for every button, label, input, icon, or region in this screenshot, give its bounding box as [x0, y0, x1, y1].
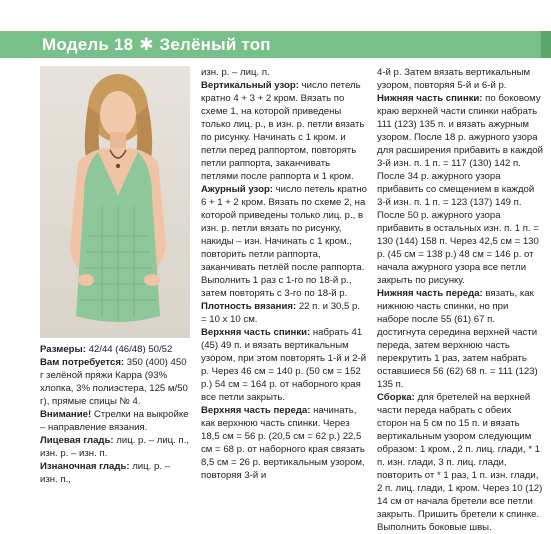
- lowfront-line: [377, 287, 543, 391]
- need-line: [40, 356, 190, 408]
- front-text: начинать, как верхнюю часть спинки. Через 18,5 см = 56 р. (20,5 см = 62 р.) 22,5 см = 68 р. от наборного края связать 8,5 см = 26 р. вертикальным узором, повторяя 3-й и: [201, 405, 365, 481]
- assembly-text: для бретелей на верхней части переда набрать с обеих сторон на 5 см по 15 п. и вязать вертикальным узором следующим образом: 1 кром., 2 п. лиц. глади, * 1 п. изн. глади, 3 п. лиц. глади, повторить от * 1 раз, 1 п. изн. глади, 2 п. лиц. глади, 1 кром. Через 10 (12) 14 см от начала бретели все петли закрыть. Пришить бретели к спинке. Выполнить боковые швы.: [377, 392, 543, 533]
- lace-label: Ажурный узор:: [201, 184, 274, 195]
- back-label: Верхняя часть спинки:: [201, 327, 311, 338]
- right-column: [377, 66, 543, 534]
- purl-label: Изнаночная гладь:: [40, 461, 130, 472]
- vert-text: число петель кратно 4 + 3 + 2 кром. Вязать по схеме 1, на которой приведены только лиц. р., в изн. р. петли вязать по рисунку. Начинать с 1 кром. и петли перед раппортом, повторять петли раппорта, заканчивать петлями после раппорта и 1 кром.: [201, 80, 365, 182]
- need-text: 350 (400) 450 г зелёной пряжи Карра (93% хлопка, 3% полиэстера, 125 м/50 г), прямые спицы № 4.: [40, 357, 188, 407]
- header-title: Зелёный топ: [159, 34, 271, 54]
- asterisk-icon: ✱: [139, 34, 154, 54]
- face-text: лиц. р. – лиц. п., изн. р. – изн. п.: [40, 435, 190, 459]
- sizes-line: [40, 343, 190, 356]
- vert-label: Вертикальный узор:: [201, 80, 299, 91]
- middle-column: [201, 66, 367, 482]
- back-line: [201, 326, 367, 404]
- need-label: Вам потребуется:: [40, 357, 125, 368]
- front-continued: 4-й р. Затем вязать вертикальным узором, повторяя 5-й и 6-й р.: [377, 67, 531, 91]
- sizes-label: Размеры:: [40, 344, 86, 355]
- lowback-label: Нижняя часть спинки:: [377, 93, 483, 104]
- lowfront-text: вязать, как нижнюю часть спинки, но при наборе после 55 (61) 67 п. достигнута середина верхней части переда, затем верхнюю часть перекрутить 1 раз, затем набрать оставшиеся 56 (62) 68 п. = 111 (123) 135 п.: [377, 288, 538, 390]
- page-header: [0, 31, 551, 58]
- purl-continued: изн. р. – лиц. п.: [201, 67, 270, 78]
- header-stripe: [541, 31, 551, 58]
- model-photo: [40, 66, 190, 338]
- lowfront-label: Нижняя часть переда:: [377, 288, 483, 299]
- face-label: Лицевая гладь:: [40, 435, 114, 446]
- left-column: [40, 343, 190, 486]
- lowback-line: [377, 92, 543, 287]
- back-text: набрать 41 (45) 49 п. и вязать вертикальным узором, при этом повторять 1-й и 2-й р. Через 46 см = 140 р. (50 см = 152 р.) 54 см = 164 р. от наборного края все петли закрыть.: [201, 327, 367, 403]
- header-model: Модель 18: [42, 34, 134, 54]
- density-label: Плотность вязания:: [201, 301, 297, 312]
- attention-label: Внимание!: [40, 409, 92, 420]
- face-line: [40, 434, 190, 460]
- attention-text: Стрелки на выкройке – направление вязания.: [40, 409, 189, 433]
- assembly-label: Сборка:: [377, 392, 415, 403]
- attention-line: [40, 408, 190, 434]
- lowback-text: по боковому краю верхней части спинки набрать 111 (123) 135 п. и вязать ажурным узором. После 18 р. ажурного узора для расширения прибавить в каждой 3-й изн. п. 1 п. = 117 (130) 142 п. После 34 р. ажурного узора прибавить со смещением в каждой 3-й изн. п. 1 п. = 123 (137) 149 п. После 50 р. ажурного узора прибавить в остальных изн. п. 1 п. = 130 (144) 158 п. Через 42,5 см = 130 р. (45 см = 138 р.) 48 см = 146 р. от начала ажурного узора все петли закрыть по рисунку.: [377, 93, 543, 286]
- purl-line: [40, 460, 190, 486]
- sizes-text: 42/44 (46/48) 50/52: [85, 344, 173, 355]
- vert-line: [201, 79, 367, 183]
- purl-text: лиц. р. – изн. п.,: [40, 461, 170, 485]
- lace-text: число петель кратно 6 + 1 + 2 кром. Вязать по схеме 2, на которой приведены только лиц. р., в изн. р. петли вязать по рисунку, накиды – изн. Начинать с 1 кром., повторить петли раппорта, заканчивать петлёй после раппорта. Выполнить 1 раз с 1-го по 18-й р., затем повторять с 3-го по 18-й р.: [201, 184, 368, 299]
- assembly-line: [377, 391, 543, 534]
- front-label: Верхняя часть переда:: [201, 405, 311, 416]
- density-text: 22 п. и 30,5 р. = 10 х 10 см.: [201, 301, 361, 325]
- front-line: [201, 404, 367, 482]
- lace-line: [201, 183, 367, 300]
- density-line: [201, 300, 367, 326]
